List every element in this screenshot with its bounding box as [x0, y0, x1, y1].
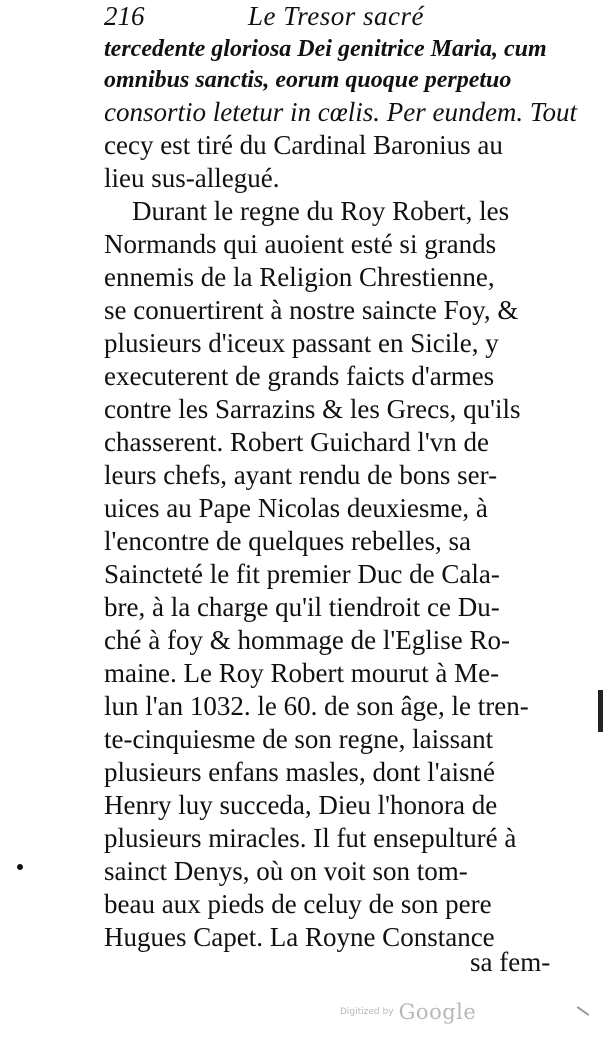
text-line: executerent de grands faicts d'armes: [104, 361, 495, 391]
text-line: cecy est tiré du Cardinal Baronius au: [104, 130, 503, 160]
text-line: te-cinquiesme de son regne, laissant: [104, 724, 494, 754]
text-line: ché à foy & hommage de l'Eglise Ro-: [104, 625, 511, 655]
text-line: l'encontre de quelques rebelles, sa: [104, 526, 471, 556]
running-title: Le Tresor sacré: [248, 1, 425, 31]
page-number: 216: [104, 1, 145, 31]
paragraph-first-line: Durant le regne du Roy Robert, les: [132, 196, 510, 226]
text-line: plusieurs enfans masles, dont l'aisné: [104, 757, 496, 787]
text-line: beau aux pieds de celuy de son pere: [104, 889, 492, 919]
text-line: tercedente gloriosa Dei genitrice Maria, cum: [104, 36, 547, 62]
text-line: lun l'an 1032. le 60. de son âge, le tren-: [104, 691, 529, 721]
text-line: Saincteté le fit premier Duc de Cala-: [104, 559, 500, 589]
watermark-prefix: Digitized by: [340, 1007, 394, 1017]
text-line: Henry luy succeda, Dieu l'honora de: [104, 790, 498, 820]
body-text: [104, 34, 580, 954]
text-line: se conuertirent à nostre saincte Foy, &: [104, 295, 519, 325]
text-line: contre les Sarrazins & les Grecs, qu'ils: [104, 394, 521, 424]
text-line: Normands qui auoient esté si grands: [104, 229, 497, 259]
text-line: uices au Pape Nicolas deuxiesme, à: [104, 493, 488, 523]
text-line: bre, à la charge qu'il tiendroit ce Du-: [104, 592, 500, 622]
text-line: consortio letetur in cœlis. Per eundem. Tout: [104, 97, 577, 127]
text-line: leurs chefs, ayant rendu de bons ser-: [104, 460, 498, 490]
text-line: chasserent. Robert Guichard l'vn de: [104, 427, 489, 457]
text-line: maine. Le Roy Robert mourut à Me-: [104, 658, 500, 688]
google-watermark: [340, 1000, 476, 1024]
text-line: ennemis de la Religion Chrestienne,: [104, 262, 495, 292]
text-line: omnibus sanctis, eorum quoque perpetuo: [104, 67, 512, 93]
ink-speck: [17, 864, 23, 870]
text-line: plusieurs d'iceux passant en Sicile, y: [104, 328, 499, 358]
text-line: sainct Denys, où on voit son tom-: [104, 856, 468, 886]
text-line: plusieurs miracles. Il fut ensepulturé à: [104, 823, 517, 853]
corner-scratch: [577, 1006, 590, 1016]
scan-edge-mark: [598, 690, 603, 732]
watermark-brand: Google: [398, 1000, 477, 1024]
text-line: Hugues Capet. La Royne Constance: [104, 922, 495, 952]
catchword: sa fem-: [470, 947, 551, 977]
page-header: [104, 2, 584, 32]
text-line: lieu sus-allegué.: [104, 163, 280, 193]
